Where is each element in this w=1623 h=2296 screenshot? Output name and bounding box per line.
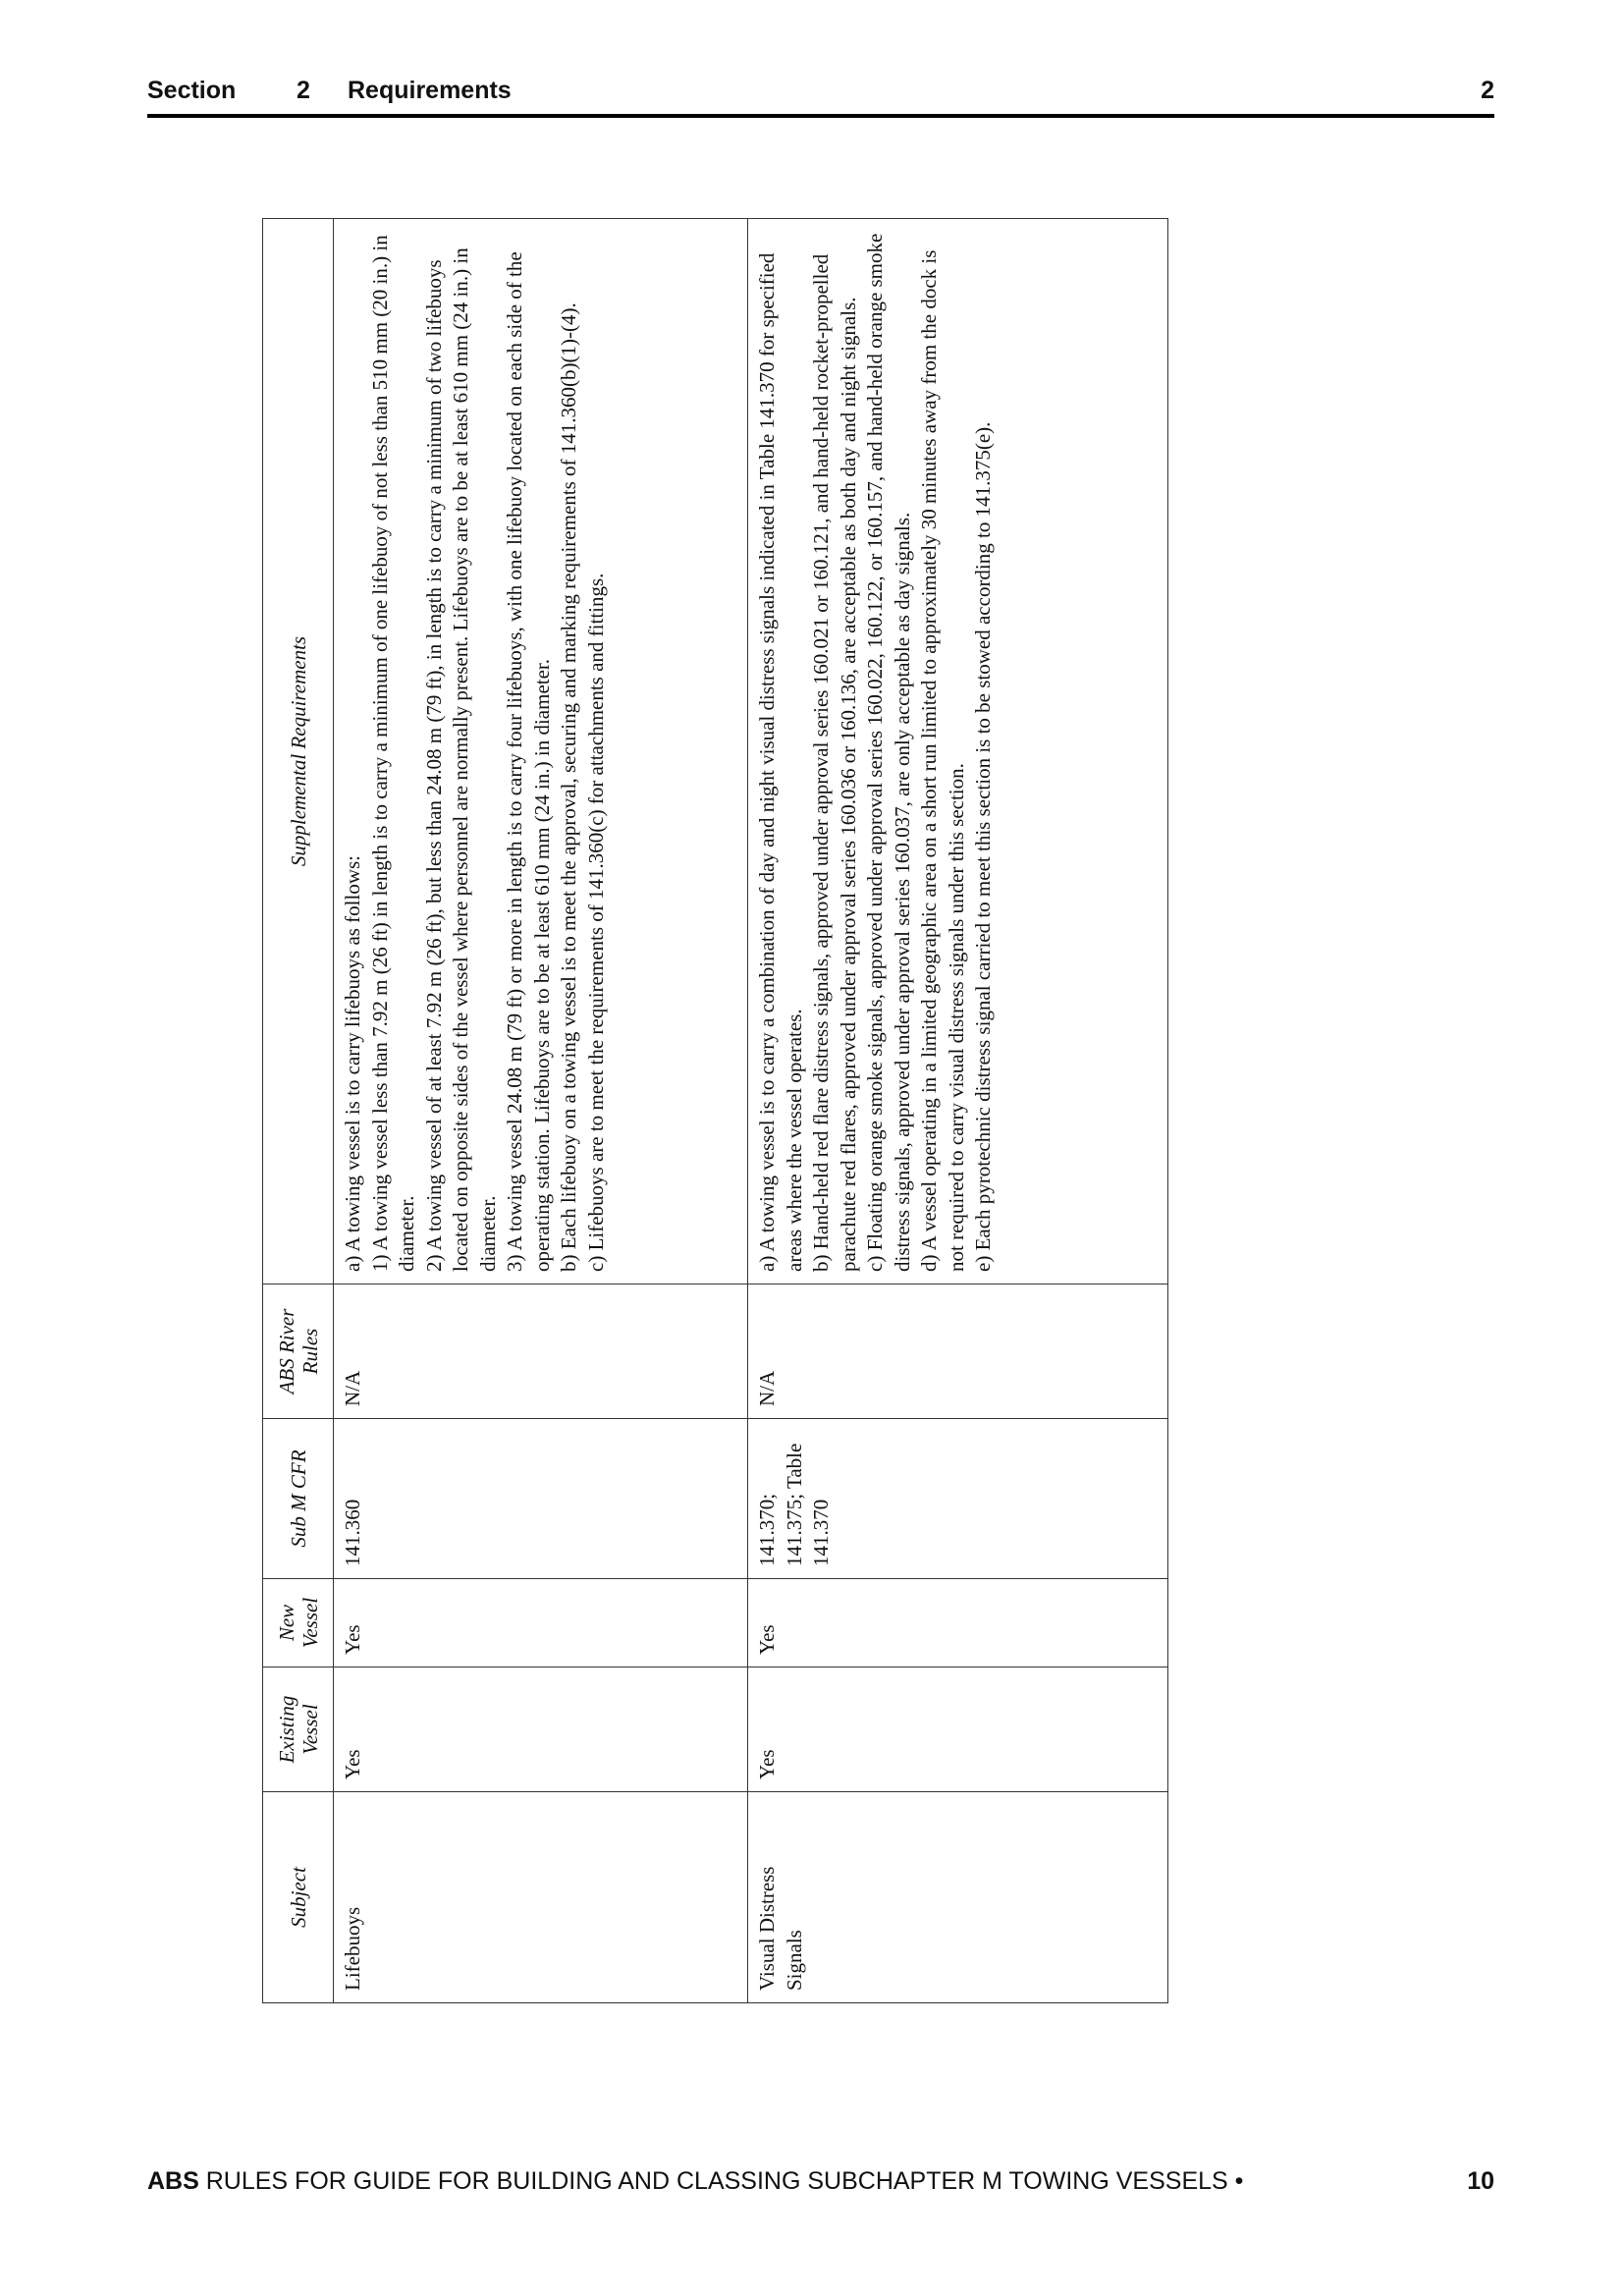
requirement-line: c) Floating orange smoke signals, approved under approval series 160.022, 160.122, or 160.157, and hand-held orange smoke distress signals, approved under approval series 160.037, are only acceptable as day signals. <box>863 233 914 1272</box>
requirements-table <box>262 218 1168 2003</box>
requirement-line: 1) A towing vessel less than 7.92 m (26 ft) in length is to carry a minimum of one lifebuoy of not less than 510 mm (20 in.) in diameter. <box>367 235 418 1272</box>
cell-existing-vessel: Yes <box>748 1667 1168 1792</box>
requirement-line: d) A vessel operating in a limited geographic area on a short run limited to approximately 30 minutes away from the dock is not required to carry visual distress signals under this section. <box>917 249 968 1272</box>
requirement-line: b) Each lifebuoy on a towing vessel is to meet the approval, securing and marking requirements of 141.360(b)(1)-(4). <box>557 302 580 1272</box>
chapter-number: 2 <box>1481 77 1494 104</box>
section-label: Section <box>147 77 237 104</box>
cell-new-vessel: Yes <box>748 1579 1168 1667</box>
section-title: Requirements <box>348 77 512 104</box>
page-number: 10 <box>1467 2167 1494 2195</box>
requirement-line: a) A towing vessel is to carry lifebuoys as follows: <box>341 854 364 1272</box>
column-header-supplemental-requirements: Supplemental Requirements <box>263 219 334 1285</box>
cell-sub-m-cfr: 141.360 <box>334 1419 748 1579</box>
cell-new-vessel: Yes <box>334 1579 748 1667</box>
footer-title-text: RULES FOR GUIDE FOR BUILDING AND CLASSING SUBCHAPTER M TOWING VESSELS • <box>205 2167 1244 2195</box>
table-row <box>334 219 748 2003</box>
cell-abs-river-rules: N/A <box>334 1285 748 1419</box>
table-row <box>748 219 1168 2003</box>
requirement-line: b) Hand-held red flare distress signals, approved under approval series 160.021 or 160.121, and hand-held rocket-propelled parachute red flares, approved under approval series 160.036 or 160.136, are acceptable as both day and night signals. <box>809 253 860 1272</box>
page-footer <box>147 2167 1494 2201</box>
column-header-existing-vessel: Existing Vessel <box>263 1667 334 1792</box>
requirement-line: 3) A towing vessel 24.08 m (79 ft) or more in length is to carry four lifebuoys, with one lifebuoy located on each side of the operating station. Lifebuoys are to be at least 610 mm (24 in.) in diameter. <box>503 251 554 1272</box>
requirement-line: c) Lifebuoys are to meet the requirements of 141.360(c) for attachments and fittings. <box>583 573 608 1272</box>
column-header-new-vessel: New Vessel <box>263 1579 334 1667</box>
table-header-row <box>263 219 334 2003</box>
cell-subject: Lifebuoys <box>334 1792 748 2003</box>
section-number: 2 <box>297 77 310 104</box>
cell-supplemental-requirements <box>748 219 1168 1285</box>
cell-subject: Visual Distress Signals <box>748 1792 1168 2003</box>
column-header-abs-river-rules: ABS River Rules <box>263 1285 334 1419</box>
footer-brand: ABS <box>147 2167 199 2195</box>
rotated-table-container <box>262 218 1168 2003</box>
requirement-line: a) A towing vessel is to carry a combination of day and night visual distress signals indicated in Table 141.370 for specified areas where the vessel operates. <box>755 252 806 1272</box>
cell-supplemental-requirements <box>334 219 748 1285</box>
cell-abs-river-rules: N/A <box>748 1285 1168 1419</box>
page-header <box>147 75 1494 118</box>
cell-sub-m-cfr: 141.370; 141.375; Table 141.370 <box>748 1419 1168 1579</box>
column-header-sub-m-cfr: Sub M CFR <box>263 1419 334 1579</box>
requirement-line: 2) A towing vessel of at least 7.92 m (26 ft), but less than 24.08 m (79 ft), in length is to carry a minimum of two lifebuoys located on opposite sides of the vessel where personnel are normally present. Lifebuoys are to be at least 610 mm (24 in.) in diameter. <box>421 247 500 1272</box>
footer-title <box>147 2167 1243 2196</box>
column-header-subject: Subject <box>263 1792 334 2003</box>
requirement-line: e) Each pyrotechnic distress signal carried to meet this section is to be stowed according to 141.375(e). <box>971 421 995 1272</box>
cell-existing-vessel: Yes <box>334 1667 748 1792</box>
